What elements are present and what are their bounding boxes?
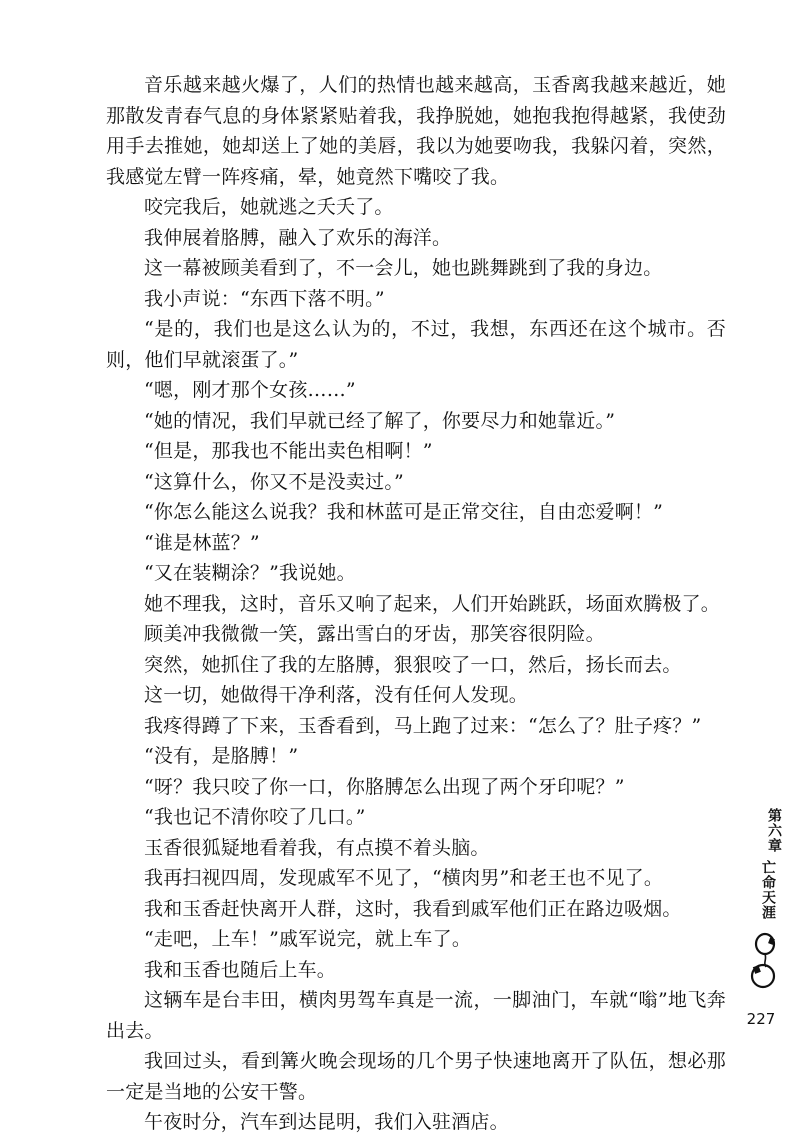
paragraph: “这算什么，你又不是没卖过。”: [144, 470, 404, 493]
paragraph: 我回过头，看到篝火晚会现场的几个男子快速地离开了队伍，想必那一定是当地的公安干警。: [106, 1050, 726, 1103]
paragraph: 我伸展着胳膊，融入了欢乐的海洋。: [144, 226, 452, 249]
paragraph: 这一切，她做得干净利落，没有任何人发现。: [144, 684, 529, 706]
paragraph: “我也记不清你咬了几口。”: [144, 806, 366, 828]
paragraph: 我和玉香也随后上车。: [144, 958, 337, 981]
paragraph: “但是，那我也不能出卖色相啊！”: [144, 440, 433, 462]
paragraph: 我疼得蹲了下来，玉香看到，马上跑了过来：“怎么了？肚子疼？”: [144, 714, 702, 737]
paragraph: 我小声说：“东西下落不明。”: [144, 287, 385, 310]
paragraph: 我和玉香赶快离开人群，这时，我看到戚军他们正在路边吸烟。: [144, 897, 682, 920]
paragraph: 午夜时分，汽车到达昆明，我们入驻酒店。: [144, 1111, 509, 1133]
paragraph: 突然，她抓住了我的左胳膊，狠狠咬了一口，然后，扬长而去。: [144, 653, 682, 676]
paragraph: 咬完我后，她就逃之夭夭了。: [144, 196, 394, 218]
side-chapter-title: 亡命天涯: [760, 860, 776, 920]
paragraph: 音乐越来越火爆了，人们的热情也越来越高，玉香离我越来越近，她那散发青春气息的身体紧紧贴着我，我挣脱她，她抱我抱得越紧，我使劲用手去推她，她却送上了她的美唇，我以为她要吻我，我躲闪着，突然，我感觉左臂一阵疼痛，晕，她竟然下嘴咬了我。: [106, 74, 726, 188]
paragraph: “嗯，刚才那个女孩……”: [144, 379, 356, 401]
paragraph: “没有，是胳膊！”: [144, 745, 299, 767]
paragraph: 玉香很狐疑地看着我，有点摸不着头脑。: [144, 836, 490, 859]
paragraph: 我再扫视四周，发现戚军不见了，“横肉男”和老王也不见了。: [144, 867, 664, 889]
paragraph: “又在装糊涂？”我说她。: [144, 562, 356, 584]
paragraph: 她不理我，这时，音乐又响了起来，人们开始跳跃，场面欢腾极了。: [144, 592, 721, 615]
paragraph: “她的情况，我们早就已经了解了，你要尽力和她靠近。”: [144, 409, 616, 432]
paragraph: 这一幕被顾美看到了，不一会儿，她也跳舞跳到了我的身边。: [144, 257, 663, 279]
handcuffs-icon: [745, 930, 785, 990]
side-chapter-label: 第六章: [766, 808, 782, 853]
paragraph: 这辆车是台丰田，横肉男驾车真是一流，一脚油门，车就“嗡”地飞奔出去。: [106, 989, 726, 1042]
paragraph: “你怎么能这么说我？我和林蓝可是正常交往，自由恋爱啊！”: [144, 501, 664, 523]
paragraph: “谁是林蓝？”: [144, 531, 260, 554]
paragraph: “是的，我们也是这么认为的，不过，我想，东西还在这个城市。否则，他们早就滚蛋了。”: [106, 318, 726, 371]
paragraph: “呀？我只咬了你一口，你胳膊怎么出现了两个牙印呢？”: [144, 775, 625, 798]
paragraph: 顾美冲我微微一笑，露出雪白的牙齿，那笑容很阴险。: [144, 623, 605, 645]
body-text: [106, 70, 726, 1138]
paragraph: “走吧，上车！”戚军说完，就上车了。: [144, 928, 472, 950]
page-number: 227: [746, 1010, 776, 1028]
